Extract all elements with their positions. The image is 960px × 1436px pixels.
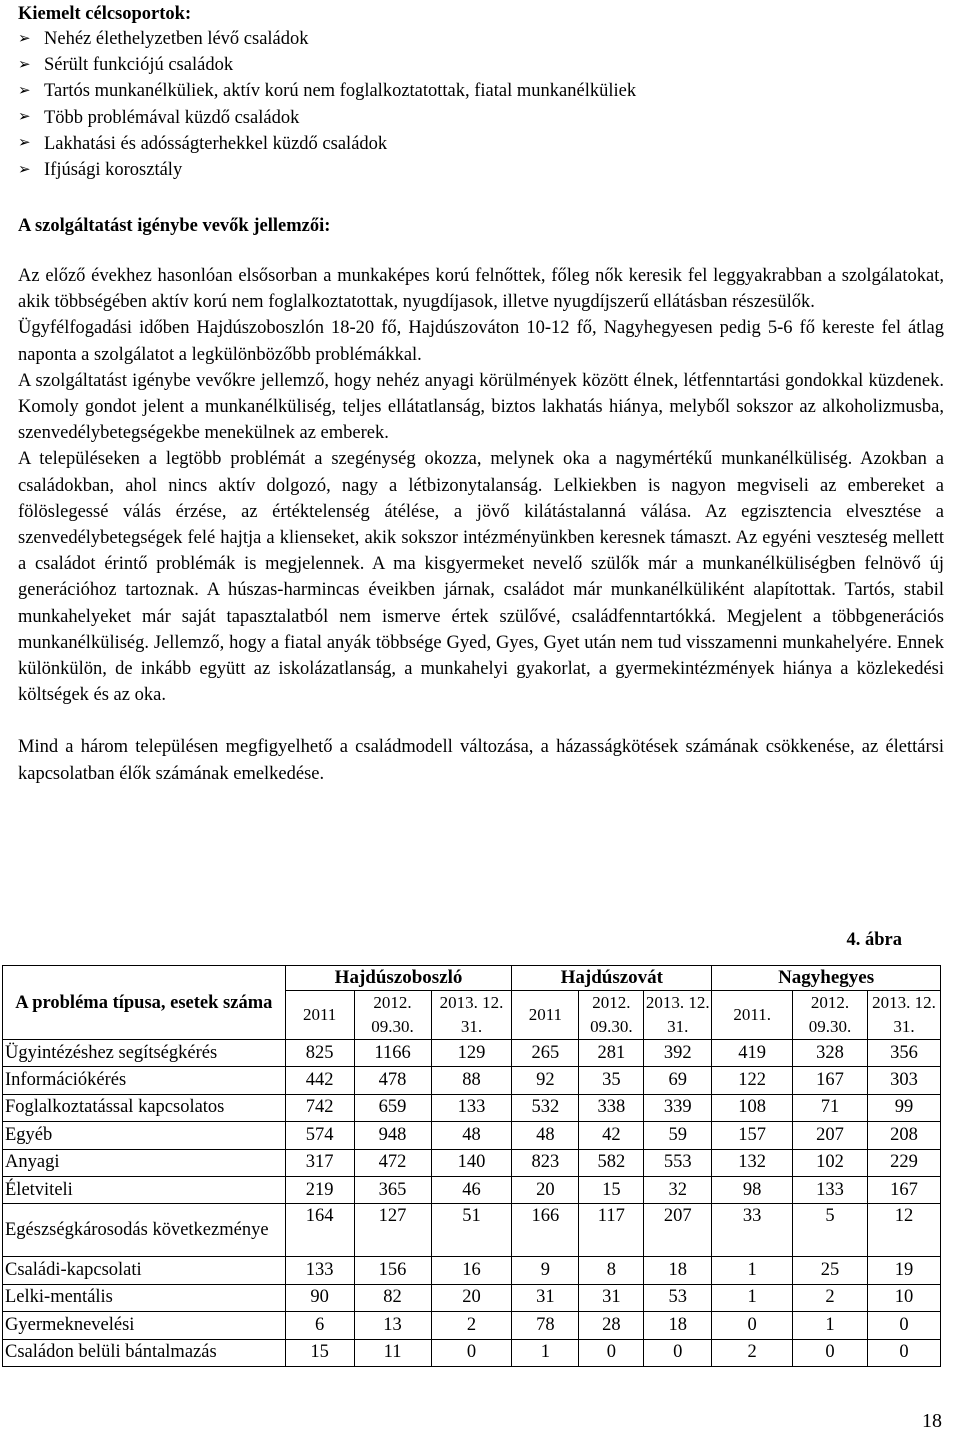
table-cell: 532 [512,1094,579,1121]
table-row [3,1176,941,1203]
table-cell: 99 [868,1094,941,1121]
table-cell: 478 [354,1067,431,1094]
table-cell: 12 [868,1204,941,1257]
paragraph: A településeken a legtöbb problémát a szegénység okozza, melynek oka a nagymértékű munkanélküliség. Azokban a családokban, ahol nincs aktív dolgozó, nagy a létbizonytalanság. Lelkiekben is nagyon megviseli az embereket a fölöslegessé válás érzése, az értéktelenség átélése, a jövő kilátástalanná válása. Az egzisztencia elvesztése a szenvedélybetegségek felé hajtja a klienseket, akik sokszor intézményünkben keresnek támaszt. Az egyéni veszteség mellett a családot érintő problémák is megjelennek. A ma kisgyermeket nevelő szülők már a munkanélküliségben felnövő új generációhoz tartoznak. A húszas-harmincas éveikben járnak, családot már munkanélküliként alapítottak. Tartós, stabil munkahelyeket már saját tapasztalatból nem ismerve értek szülővé, családfenntartókká. Megjelent a többgenerációs munkanélküliség. Jellemző, hogy a fiatal anyák többsége Gyed, Gyes, Gyet után nem tud visszamenni munkahelyére. Ennek különkülön, de inkább együtt az iskolázatlanság, a munkahelyi gyakorlat, a gyermekintézmények hiánya a közlekedési költségek és az oka. [18,449,944,706]
row-label: Információkérés [3,1067,286,1094]
table-row [3,1257,941,1284]
table-row [3,1204,941,1257]
table-body [3,1040,941,1367]
table-cell: 207 [644,1204,712,1257]
characteristics-body [18,263,944,787]
table-cell: 35 [579,1067,644,1094]
paragraph: Ügyfélfogadási időben Hajdúszoboszlón 18-20 fő, Hajdúszováton 10-12 fő, Nagyhegyesen pedig 5-6 fő kereste fel átlag naponta a szolgálatot a legkülönbözőbb problémákkal. [18,318,944,365]
table-cell: 11 [354,1339,431,1366]
list-item-text: Sérült funkciójú családok [44,55,234,76]
list-item-text: Lakhatási és adósságterhekkel küzdő családok [44,133,388,154]
list-item [18,157,636,183]
table-cell: 219 [285,1176,354,1203]
table-cell: 9 [512,1257,579,1284]
table-cell: 133 [793,1176,868,1203]
table-cell: 51 [431,1204,512,1257]
table-cell: 659 [354,1094,431,1121]
table-cell: 0 [868,1339,941,1366]
table-cell: 303 [868,1067,941,1094]
table-cell: 208 [868,1122,941,1149]
city-header: Hajdúszovát [512,966,712,991]
table-cell: 129 [431,1040,512,1067]
table-cell: 82 [354,1284,431,1311]
table-cell: 157 [712,1122,793,1149]
table-cell: 1 [512,1339,579,1366]
table-cell: 0 [793,1339,868,1366]
table-cell: 102 [793,1149,868,1176]
table-cell: 167 [793,1067,868,1094]
target-groups-list [18,26,636,183]
table-cell: 108 [712,1094,793,1121]
table-row [3,1122,941,1149]
table-cell: 18 [644,1257,712,1284]
table-cell: 90 [285,1284,354,1311]
year-header: 2012. 09.30. [793,991,868,1040]
row-label: Lelki-mentális [3,1284,286,1311]
year-header: 2011. [712,991,793,1040]
row-label: Egészségkárosodás következménye [3,1204,286,1257]
table-cell: 133 [431,1094,512,1121]
table-row [3,1312,941,1339]
city-header: Hajdúszoboszló [285,966,512,991]
table-cell: 140 [431,1149,512,1176]
table-cell: 46 [431,1176,512,1203]
arrow-bullet-icon: ➢ [18,161,31,178]
table-cell: 164 [285,1204,354,1257]
table-cell: 2 [793,1284,868,1311]
page-number: 18 [922,1410,942,1432]
table-cell: 8 [579,1257,644,1284]
table-cell: 13 [354,1312,431,1339]
list-item [18,26,636,52]
header-label: A probléma típusa, esetek száma [3,966,286,1040]
table-cell: 16 [431,1257,512,1284]
paragraph: Mind a három településen megfigyelhető a családmodell változása, a házasságkötések számának csökkenése, az élettársi kapcsolatban élők számának emelkedése. [18,737,944,784]
table-cell: 1 [793,1312,868,1339]
table-cell: 6 [285,1312,354,1339]
table-cell: 553 [644,1149,712,1176]
row-label: Foglalkoztatással kapcsolatos [3,1094,286,1121]
table-row [3,1284,941,1311]
table-cell: 442 [285,1067,354,1094]
problem-types-table [2,965,941,1367]
table-cell: 281 [579,1040,644,1067]
table-cell: 92 [512,1067,579,1094]
table-cell: 122 [712,1067,793,1094]
row-label: Családon belüli bántalmazás [3,1339,286,1366]
table-cell: 133 [285,1257,354,1284]
table-cell: 1166 [354,1040,431,1067]
table-cell: 132 [712,1149,793,1176]
table-cell: 338 [579,1094,644,1121]
table-cell: 15 [285,1339,354,1366]
table-cell: 582 [579,1149,644,1176]
table-cell: 15 [579,1176,644,1203]
table-cell: 42 [579,1122,644,1149]
list-item [18,131,636,157]
table-cell: 0 [644,1339,712,1366]
table-cell: 742 [285,1094,354,1121]
paragraph: A szolgáltatást igénybe vevőkre jellemző, hogy nehéz anyagi körülmények között élnek, létfenntartási gondokkal küzdenek. Komoly gondot jelent a munkanélküliség, teljes ellátatlanság, biztos lakhatás hiánya, melyből sokszor az alkoholizmusba, szenvedélybetegségekbe menekülnek az emberek. [18,370,944,444]
table-cell: 0 [579,1339,644,1366]
table-cell: 365 [354,1176,431,1203]
list-item-text: Több problémával küzdő családok [44,107,300,128]
year-header: 2013. 12. 31. [868,991,941,1040]
table-cell: 69 [644,1067,712,1094]
characteristics-title: A szolgáltatást igénybe vevők jellemzői: [18,216,331,236]
table-cell: 392 [644,1040,712,1067]
table-cell: 25 [793,1257,868,1284]
arrow-bullet-icon: ➢ [18,30,31,47]
table-cell: 59 [644,1122,712,1149]
city-header: Nagyhegyes [712,966,941,991]
table-cell: 48 [512,1122,579,1149]
table-row [3,1040,941,1067]
table-cell: 339 [644,1094,712,1121]
table-cell: 825 [285,1040,354,1067]
figure-label: 4. ábra [846,930,902,950]
row-label: Gyermeknevelési [3,1312,286,1339]
table-cell: 1 [712,1284,793,1311]
arrow-bullet-icon: ➢ [18,56,31,73]
table-cell: 19 [868,1257,941,1284]
table-cell: 207 [793,1122,868,1149]
table-cell: 31 [512,1284,579,1311]
table-cell: 0 [868,1312,941,1339]
paragraph: Az előző évekhez hasonlóan elsősorban a munkaképes korú felnőttek, főleg nők keresik fel leggyakrabban a szolgálatokat, akik többségében aktív korú nem foglalkoztatottak, nyugdíjasok, illetve nyugdíjszerű ellátásban részesülők. [18,266,944,313]
row-label: Családi-kapcsolati [3,1257,286,1284]
target-groups-title: Kiemelt célcsoportok: [18,4,192,24]
list-item [18,52,636,78]
arrow-bullet-icon: ➢ [18,135,31,152]
row-label: Ügyintézéshez segítségkérés [3,1040,286,1067]
table-cell: 78 [512,1312,579,1339]
table-cell: 88 [431,1067,512,1094]
table-cell: 48 [431,1122,512,1149]
table-row [3,1067,941,1094]
list-item [18,105,636,131]
list-item-text: Tartós munkanélküliek, aktív korú nem foglalkoztatottak, fiatal munkanélküliek [44,81,637,102]
table-cell: 31 [579,1284,644,1311]
table-cell: 33 [712,1204,793,1257]
table-cell: 5 [793,1204,868,1257]
table-cell: 28 [579,1312,644,1339]
row-label: Egyéb [3,1122,286,1149]
table-cell: 117 [579,1204,644,1257]
table-cell: 20 [431,1284,512,1311]
table-cell: 1 [712,1257,793,1284]
table-cell: 356 [868,1040,941,1067]
list-item [18,78,636,104]
table-cell: 156 [354,1257,431,1284]
year-header: 2012. 09.30. [354,991,431,1040]
table-cell: 127 [354,1204,431,1257]
year-header: 2011 [512,991,579,1040]
year-header: 2013. 12. 31. [644,991,712,1040]
row-label: Anyagi [3,1149,286,1176]
table-row [3,1149,941,1176]
table-cell: 948 [354,1122,431,1149]
table-cell: 166 [512,1204,579,1257]
table-cell: 10 [868,1284,941,1311]
table-cell: 20 [512,1176,579,1203]
year-header: 2013. 12. 31. [431,991,512,1040]
table-cell: 823 [512,1149,579,1176]
table-cell: 0 [431,1339,512,1366]
table-cell: 53 [644,1284,712,1311]
year-header: 2012. 09.30. [579,991,644,1040]
table-cell: 317 [285,1149,354,1176]
table-cell: 98 [712,1176,793,1203]
table-cell: 229 [868,1149,941,1176]
table-cell: 419 [712,1040,793,1067]
table-cell: 2 [712,1339,793,1366]
list-item-text: Nehéz élethelyzetben lévő családok [44,29,309,50]
table-cell: 2 [431,1312,512,1339]
table-cell: 32 [644,1176,712,1203]
table-row [3,1094,941,1121]
list-item-text: Ifjúsági korosztály [44,160,183,181]
table-cell: 0 [712,1312,793,1339]
table-cell: 167 [868,1176,941,1203]
row-label: Életviteli [3,1176,286,1203]
table-cell: 18 [644,1312,712,1339]
year-header: 2011 [285,991,354,1040]
table-cell: 328 [793,1040,868,1067]
arrow-bullet-icon: ➢ [18,82,31,99]
table-row [3,1339,941,1366]
table-cell: 574 [285,1122,354,1149]
arrow-bullet-icon: ➢ [18,109,31,126]
table-cell: 265 [512,1040,579,1067]
table-cell: 71 [793,1094,868,1121]
table-cell: 472 [354,1149,431,1176]
